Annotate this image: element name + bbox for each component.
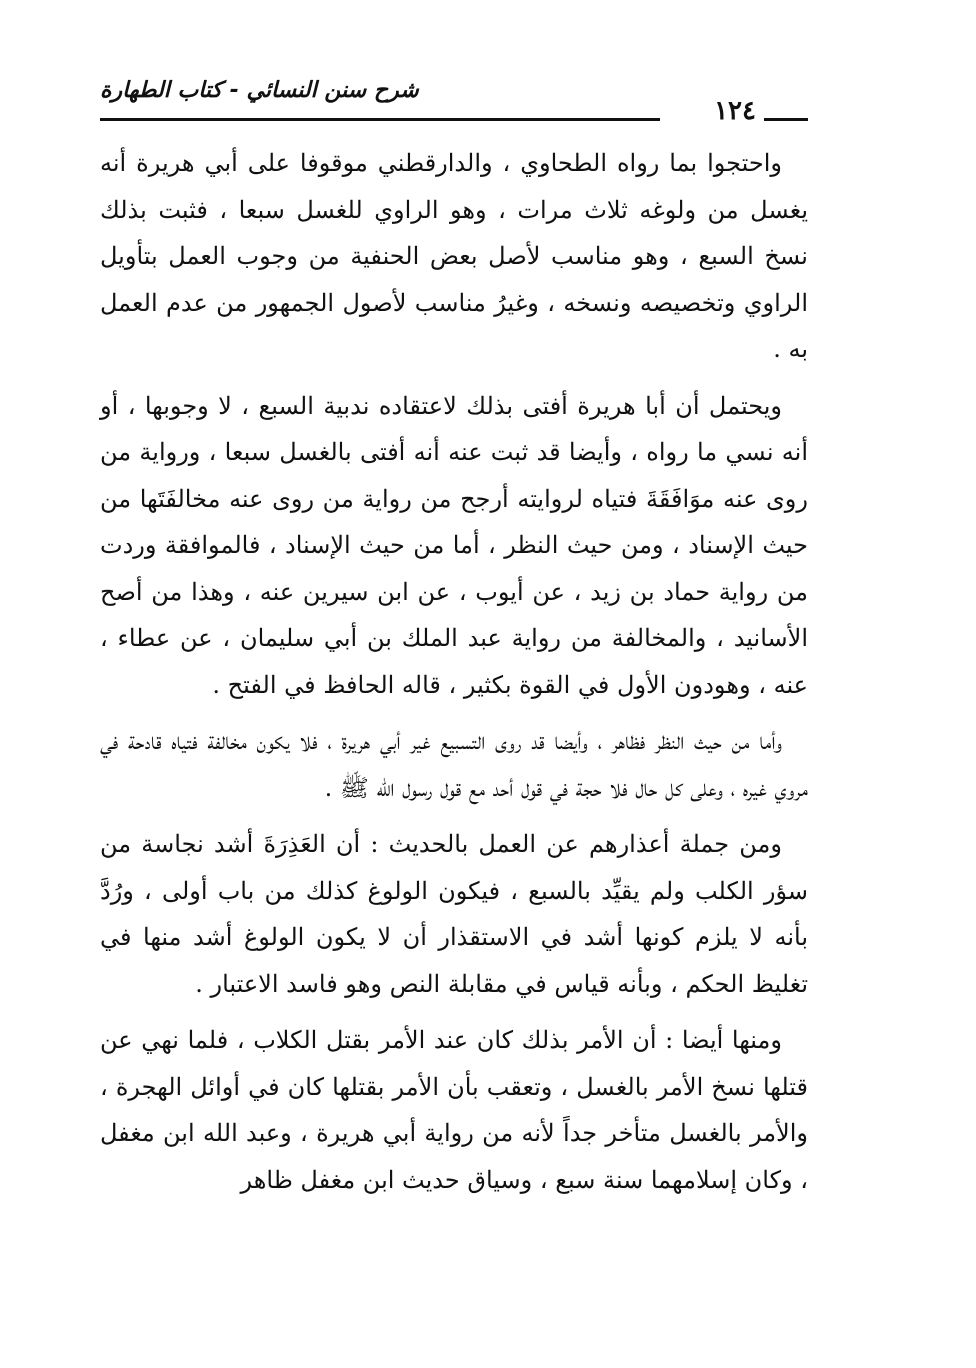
page-number-dash <box>764 118 808 121</box>
paragraph: واحتجوا بما رواه الطحاوي ، والدارقطني موقوفا على أبي هريرة أنه يغسل من ولوغه ثلاث مرات ، وهو الراوي للغسل سبعا ، فثبت بذلك نسخ السبع ، وهو مناسب لأصل بعض الحنفية من وجوب العمل بتأويل الراوي وتخصيصه ونسخه ، وغيرُ مناسب لأصول الجمهور من عدم العمل به . <box>100 149 808 363</box>
page-header <box>100 74 808 124</box>
paragraph: ومن جملة أعذارهم عن العمل بالحديث : أن العَذِرَةَ أشد نجاسة من سؤر الكلب ولم يقيِّد بالسبع ، فيكون الولوغ كذلك من باب أولى ، ورُدَّ بأنه لا يلزم كونها أشد في الاستقذار أن لا يكون الولوغ أشد منها في تغليظ الحكم ، وبأنه قياس في مقابلة النص وهو فاسد الاعتبار . <box>100 830 808 998</box>
body-text <box>100 140 808 1203</box>
page-number: ١٢٤ <box>714 96 756 126</box>
paragraph: وأما من حيث النظر فظاهر ، وأيضا قد روى التسبيع غير أبي هريرة ، فلا يكون مخالفة فتياه قادحة في مروي غيره ، وعلى كل حال فلا حجة في قول أحد مع قول رسول الله ﷺ . <box>100 727 808 802</box>
header-rule <box>100 118 660 121</box>
running-title: شرح سنن النسائي - كتاب الطهارة <box>100 78 419 103</box>
paragraph: ويحتمل أن أبا هريرة أفتى بذلك لاعتقاده ندبية السبع ، لا وجوبها ، أو أنه نسي ما رواه ، وأيضا قد ثبت عنه أنه أفتى بالغسل سبعا ، ورواية من روى عنه موَافَقَةَ فتياه لروايته أرجح من رواية من روى عنه مخالفَتَها من حيث الإسناد ، ومن حيث النظر ، أما من حيث الإسناد ، فالموافقة وردت من رواية حماد بن زيد ، عن أيوب ، عن ابن سيرين عنه ، وهذا من أصح الأسانيد ، والمخالفة من رواية عبد الملك بن أبي سليمان ، عن عطاء ، عنه ، وهودون الأول في القوة بكثير ، قاله الحافظ في الفتح . <box>100 391 808 699</box>
paragraph: ومنها أيضا : أن الأمر بذلك كان عند الأمر بقتل الكلاب ، فلما نهي عن قتلها نسخ الأمر بالغسل ، وتعقب بأن الأمر بقتلها كان في أوائل الهجرة ، والأمر بالغسل متأخر جداً لأنه من رواية أبي هريرة ، وعبد الله ابن مغفل ، وكان إسلامهما سنة سبع ، وسياق حديث ابن مغفل ظاهر <box>100 1026 808 1194</box>
